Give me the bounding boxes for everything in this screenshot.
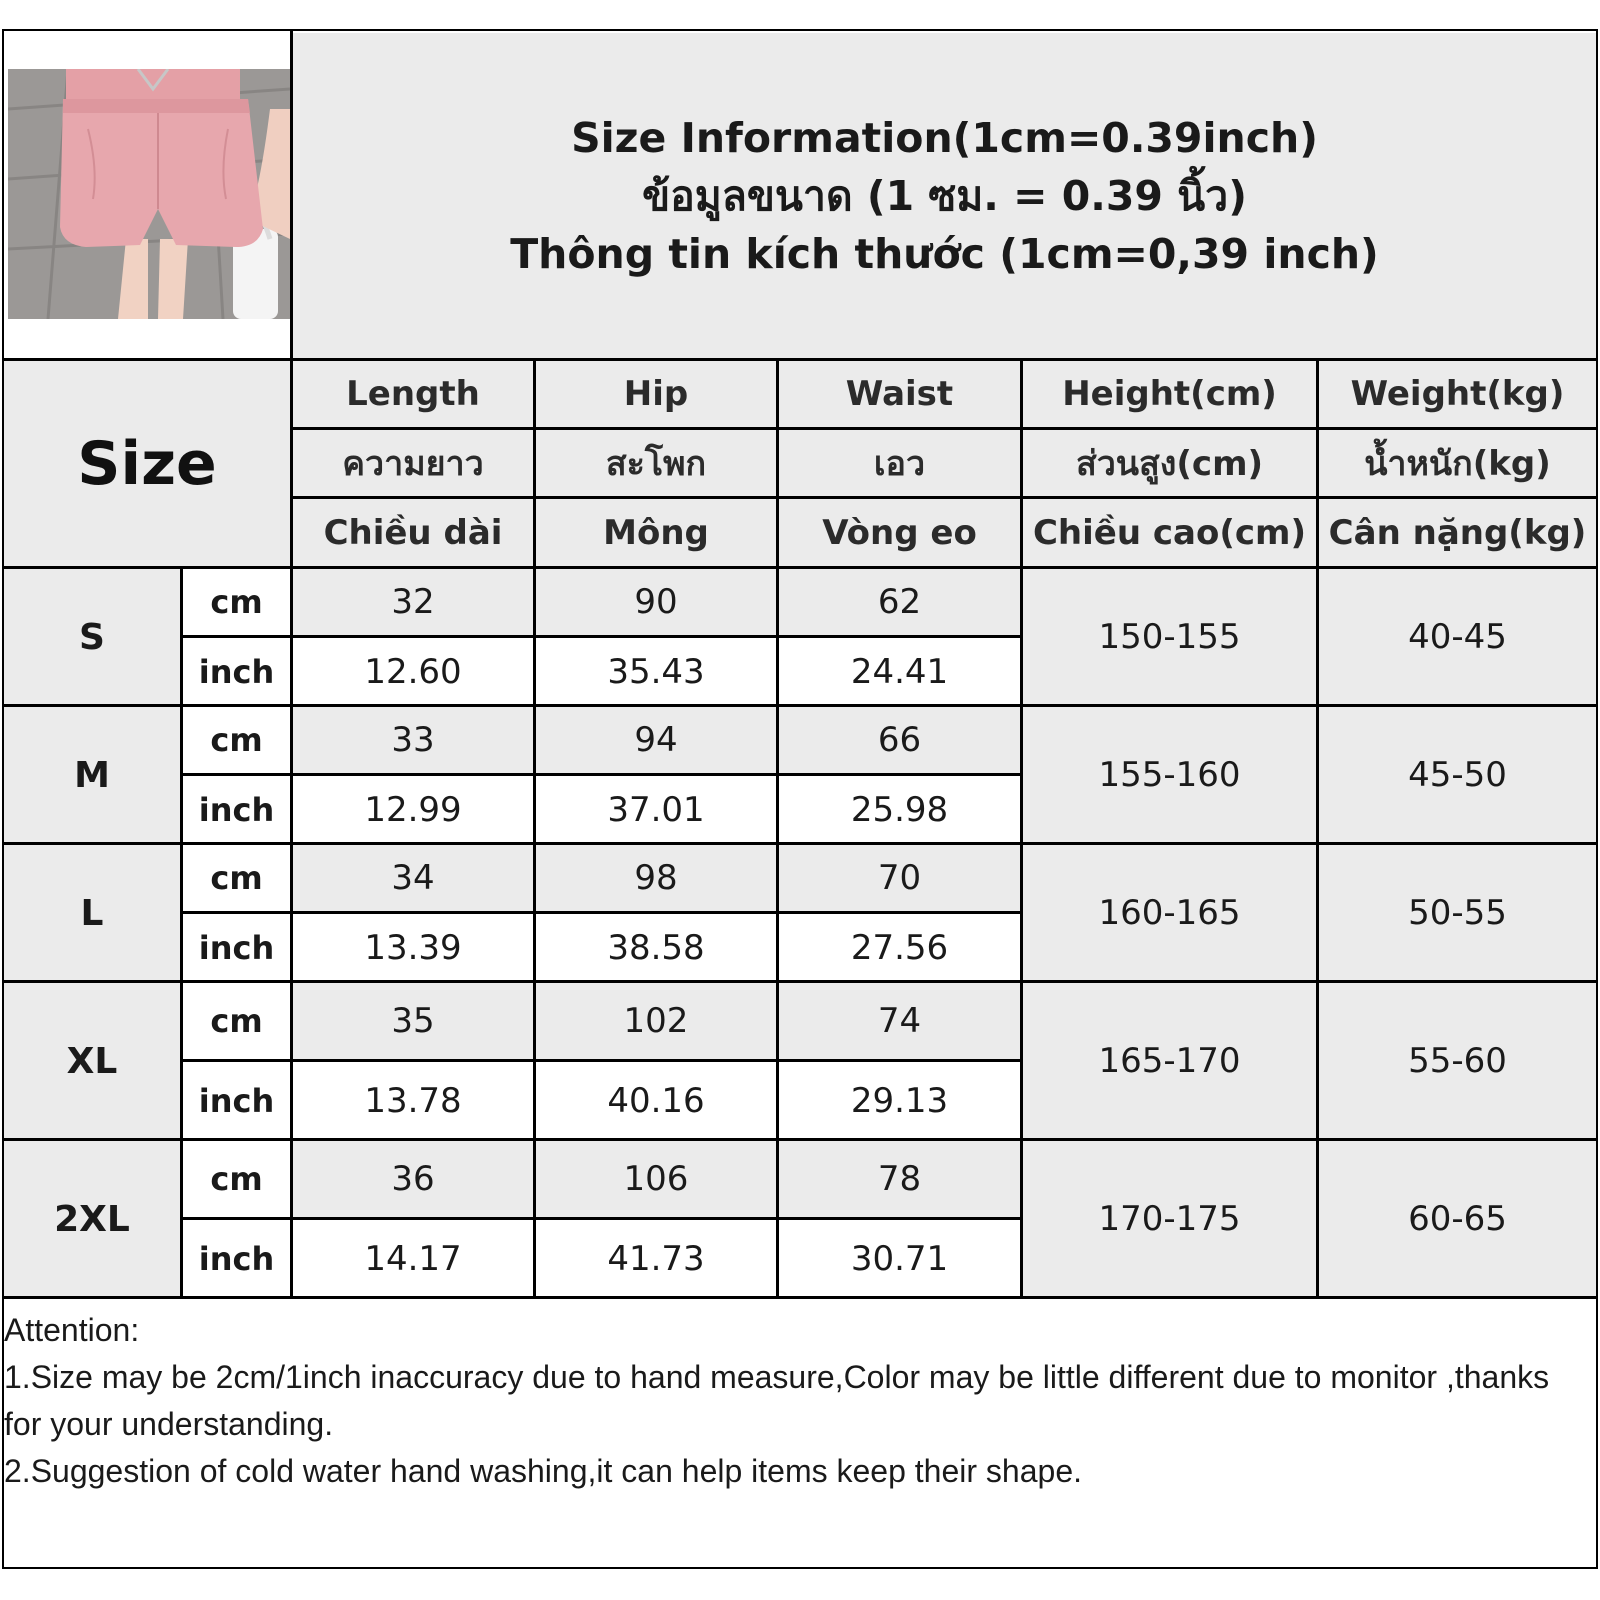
weight-range-cell: 40-45 xyxy=(1319,569,1596,705)
size-information-title xyxy=(293,33,1596,358)
grid-line xyxy=(180,773,1023,776)
pink-shorts-image xyxy=(8,69,290,319)
cm-value-cell: 70 xyxy=(779,845,1020,911)
inch-value-cell: 25.98 xyxy=(779,776,1020,843)
height-range-cell: 165-170 xyxy=(1023,983,1316,1139)
header-waist-vi: Vòng eo xyxy=(779,499,1020,566)
product-photo xyxy=(8,69,290,319)
unit-inch-label: inch xyxy=(183,1062,290,1139)
title-line-th: ข้อมูลขนาด (1 ซม. = 0.39 นิ้ว) xyxy=(642,171,1247,220)
weight-range-cell: 55-60 xyxy=(1319,983,1596,1139)
inch-value-cell: 24.41 xyxy=(779,638,1020,705)
header-height-en: Height(cm) xyxy=(1023,361,1316,427)
cm-value-cell: 33 xyxy=(293,707,533,773)
title-line-en: Size Information(1cm=0.39inch) xyxy=(571,113,1318,162)
unit-cm-label: cm xyxy=(183,1141,290,1217)
unit-inch-label: inch xyxy=(183,638,290,705)
cm-value-cell: 62 xyxy=(779,569,1020,635)
header-hip-vi: Mông xyxy=(536,499,776,566)
header-weight-en: Weight(kg) xyxy=(1319,361,1596,427)
header-hip-th: สะโพก xyxy=(536,430,776,496)
inch-value-cell: 38.58 xyxy=(536,914,776,981)
header-waist-en: Waist xyxy=(779,361,1020,427)
grid-line xyxy=(290,31,293,1296)
size-cell: M xyxy=(4,707,180,843)
inch-value-cell: 12.60 xyxy=(293,638,533,705)
grid-line xyxy=(290,427,1598,430)
inch-value-cell: 37.01 xyxy=(536,776,776,843)
weight-range-cell: 50-55 xyxy=(1319,845,1596,981)
grid-line xyxy=(2,704,1598,707)
header-height-vi: Chiều cao(cm) xyxy=(1023,499,1316,566)
header-weight-vi: Cân nặng(kg) xyxy=(1319,499,1596,566)
cm-value-cell: 106 xyxy=(536,1141,776,1217)
header-weight-th: น้ำหนัก(kg) xyxy=(1319,430,1596,496)
attention-notes xyxy=(4,1307,1564,1495)
cm-value-cell: 102 xyxy=(536,983,776,1059)
unit-cm-label: cm xyxy=(183,845,290,911)
header-hip-en: Hip xyxy=(536,361,776,427)
unit-inch-label: inch xyxy=(183,914,290,981)
attention-heading: Attention: xyxy=(4,1312,140,1348)
grid-line xyxy=(2,566,1598,569)
cm-value-cell: 98 xyxy=(536,845,776,911)
cm-value-cell: 74 xyxy=(779,983,1020,1059)
size-cell: 2XL xyxy=(4,1141,180,1297)
size-cell: L xyxy=(4,845,180,981)
unit-cm-label: cm xyxy=(183,569,290,635)
grid-line xyxy=(533,358,536,1296)
header-length-en: Length xyxy=(293,361,533,427)
size-header: Size xyxy=(4,361,290,566)
grid-line xyxy=(2,1138,1598,1141)
cm-value-cell: 32 xyxy=(293,569,533,635)
cm-value-cell: 35 xyxy=(293,983,533,1059)
cm-value-cell: 36 xyxy=(293,1141,533,1217)
grid-line xyxy=(2,358,1598,361)
inch-value-cell: 35.43 xyxy=(536,638,776,705)
inch-value-cell: 14.17 xyxy=(293,1220,533,1297)
header-length-th: ความยาว xyxy=(293,430,533,496)
inch-value-cell: 30.71 xyxy=(779,1220,1020,1297)
header-waist-th: เอว xyxy=(779,430,1020,496)
grid-line xyxy=(180,1059,1023,1062)
grid-line xyxy=(180,566,183,1296)
inch-value-cell: 13.78 xyxy=(293,1062,533,1139)
grid-line xyxy=(2,1296,1598,1299)
inch-value-cell: 29.13 xyxy=(779,1062,1020,1139)
cm-value-cell: 90 xyxy=(536,569,776,635)
grid-line xyxy=(1020,358,1023,1296)
cm-value-cell: 94 xyxy=(536,707,776,773)
height-range-cell: 155-160 xyxy=(1023,707,1316,843)
unit-cm-label: cm xyxy=(183,707,290,773)
unit-inch-label: inch xyxy=(183,1220,290,1297)
note-2: 2.Suggestion of cold water hand washing,it can help items keep their shape. xyxy=(4,1453,1082,1489)
grid-line xyxy=(2,842,1598,845)
inch-value-cell: 40.16 xyxy=(536,1062,776,1139)
grid-line xyxy=(2,980,1598,983)
header-length-vi: Chiều dài xyxy=(293,499,533,566)
size-cell: S xyxy=(4,569,180,705)
grid-line xyxy=(290,496,1598,499)
weight-range-cell: 60-65 xyxy=(1319,1141,1596,1297)
inch-value-cell: 27.56 xyxy=(779,914,1020,981)
cm-value-cell: 34 xyxy=(293,845,533,911)
inch-value-cell: 41.73 xyxy=(536,1220,776,1297)
header-height-th: ส่วนสูง(cm) xyxy=(1023,430,1316,496)
inch-value-cell: 13.39 xyxy=(293,914,533,981)
height-range-cell: 160-165 xyxy=(1023,845,1316,981)
size-cell: XL xyxy=(4,983,180,1139)
grid-line xyxy=(180,911,1023,914)
height-range-cell: 170-175 xyxy=(1023,1141,1316,1297)
grid-line xyxy=(180,1217,1023,1220)
note-1: 1.Size may be 2cm/1inch inaccuracy due to hand measure,Color may be little different due to monitor ,thanks for your understanding. xyxy=(4,1359,1558,1442)
cm-value-cell: 66 xyxy=(779,707,1020,773)
cm-value-cell: 78 xyxy=(779,1141,1020,1217)
title-line-vi: Thông tin kích thước (1cm=0,39 inch) xyxy=(510,229,1379,278)
inch-value-cell: 12.99 xyxy=(293,776,533,843)
weight-range-cell: 45-50 xyxy=(1319,707,1596,843)
unit-cm-label: cm xyxy=(183,983,290,1059)
height-range-cell: 150-155 xyxy=(1023,569,1316,705)
unit-inch-label: inch xyxy=(183,776,290,843)
grid-line xyxy=(180,635,1023,638)
grid-line xyxy=(1316,358,1319,1296)
grid-line xyxy=(776,358,779,1296)
